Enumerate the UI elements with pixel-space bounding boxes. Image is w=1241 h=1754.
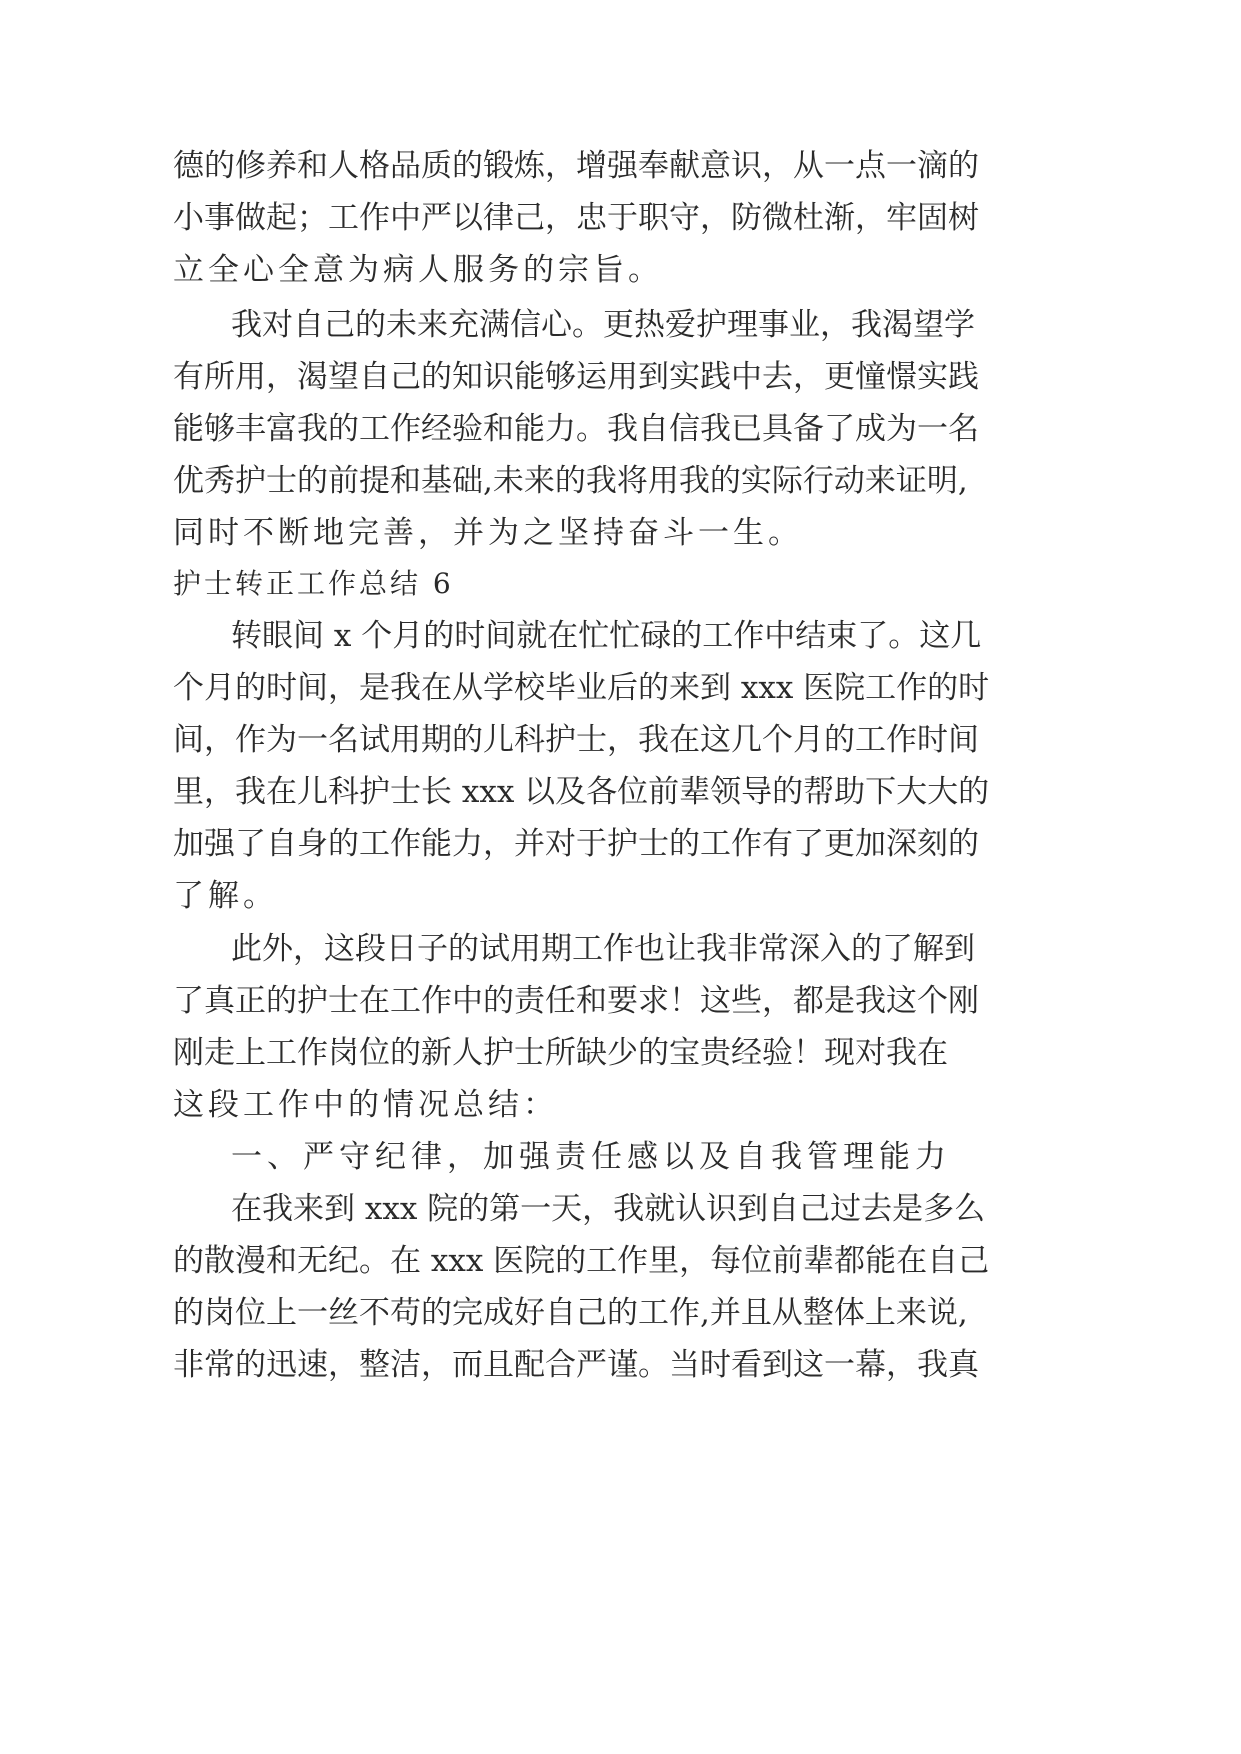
subsection-heading: 一、严守纪律，加强责任感以及自我管理能力 bbox=[231, 1139, 951, 1175]
text-line: 非常的迅速，整洁，而且配合严谨。当时看到这一幕，我真 bbox=[173, 1347, 979, 1383]
text-line: 同时不断地完善，并为之坚持奋斗一生。 bbox=[173, 515, 803, 551]
text-line: 能够丰富我的工作经验和能力。我自信我已具备了成为一名 bbox=[173, 411, 979, 447]
text-line: 里，我在儿科护士长 xxx 以及各位前辈领导的帮助下大大的 bbox=[173, 774, 990, 810]
text-line: 在我来到 xxx 院的第一天，我就认识到自己过去是多么 bbox=[231, 1191, 986, 1227]
text-line: 德的修养和人格品质的锻炼，增强奉献意识，从一点一滴的 bbox=[173, 148, 979, 184]
text-line: 立全心全意为病人服务的宗旨。 bbox=[173, 252, 663, 288]
text-line: 了解。 bbox=[173, 878, 278, 914]
text-line: 优秀护士的前提和基础,未来的我将用我的实际行动来证明, bbox=[173, 463, 968, 499]
text-line: 小事做起；工作中严以律己，忠于职守，防微杜渐，牢固树 bbox=[173, 200, 979, 236]
text-line: 的岗位上一丝不苟的完成好自己的工作,并且从整体上来说, bbox=[173, 1295, 968, 1331]
text-line: 的散漫和无纪。在 xxx 医院的工作里，每位前辈都能在自己 bbox=[173, 1243, 990, 1279]
text-line: 间，作为一名试用期的儿科护士，我在这几个月的工作时间 bbox=[173, 722, 979, 758]
text-line: 加强了自身的工作能力，并对于护士的工作有了更加深刻的 bbox=[173, 826, 979, 862]
text-line: 转眼间 x 个月的时间就在忙忙碌的工作中结束了。这几 bbox=[231, 618, 982, 654]
text-line: 个月的时间，是我在从学校毕业后的来到 xxx 医院工作的时 bbox=[173, 670, 990, 706]
text-line: 有所用，渴望自己的知识能够运用到实践中去，更憧憬实践 bbox=[173, 359, 979, 395]
text-line: 此外，这段日子的试用期工作也让我非常深入的了解到 bbox=[231, 931, 975, 967]
text-line: 我对自己的未来充满信心。更热爱护理事业，我渴望学 bbox=[231, 307, 975, 343]
text-line: 了真正的护士在工作中的责任和要求！这些，都是我这个刚 bbox=[173, 983, 979, 1019]
text-line: 这段工作中的情况总结： bbox=[173, 1087, 558, 1123]
text-line: 刚走上工作岗位的新人护士所缺少的宝贵经验！现对我在 bbox=[173, 1035, 948, 1071]
section-heading: 护士转正工作总结 6 bbox=[173, 567, 454, 600]
